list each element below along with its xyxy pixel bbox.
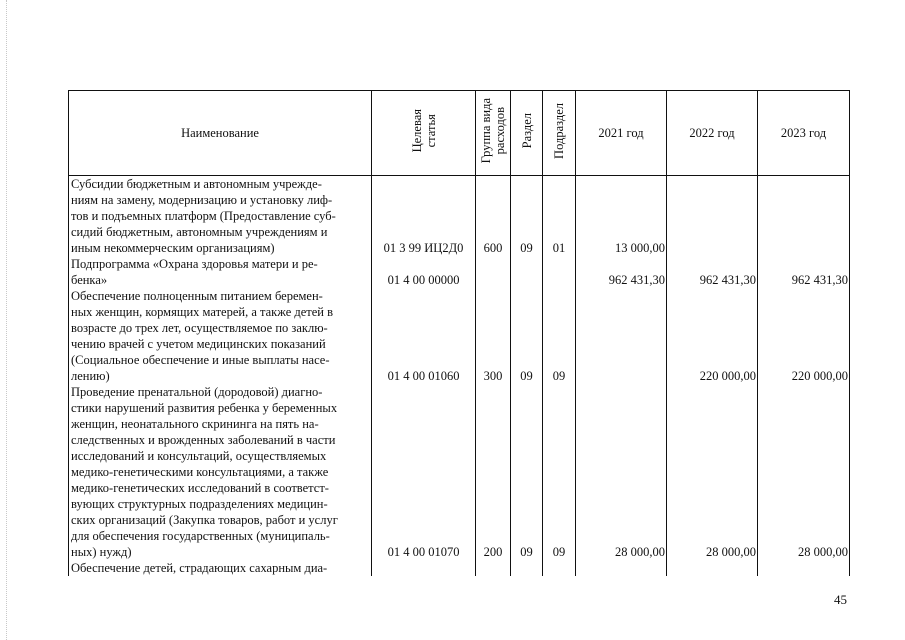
row-2023 <box>758 560 850 576</box>
header-subsection: Подраздел <box>543 91 576 176</box>
table-row <box>69 384 850 560</box>
row-2022: 28 000,00 <box>667 384 758 560</box>
row-name: Проведение пренатальной (дородовой) диагно- стики нарушений развития ребенка у беременных женщин, неонатального скрининга на пять на- следственных и врожденных заболеваний в части исследований и консультаций, осуществляемых медико-генетическими консультациями, а также медико-генетических исследований в соответст- вующих структурных подразделениях медицин- ских организаций (Закупка товаров, работ и услуг для обеспечения государственных (муниципаль- ных) нужд) <box>69 384 372 560</box>
row-target: 01 4 00 01060 <box>372 288 476 384</box>
row-2021: 13 000,00 <box>576 176 667 257</box>
header-target-article: Целевая статья <box>372 91 476 176</box>
row-name: Обеспечение детей, страдающих сахарным диа- <box>69 560 372 576</box>
row-section: 09 <box>511 384 543 560</box>
header-section: Раздел <box>511 91 543 176</box>
budget-table <box>68 90 850 576</box>
row-target: 01 4 00 01070 <box>372 384 476 560</box>
row-subsection: 01 <box>543 176 576 257</box>
row-subsection: 09 <box>543 384 576 560</box>
row-2022: 220 000,00 <box>667 288 758 384</box>
row-target: 01 3 99 ИЦ2Д0 <box>372 176 476 257</box>
header-2023: 2023 год <box>758 91 850 176</box>
row-group <box>476 256 511 288</box>
row-subsection <box>543 256 576 288</box>
row-2022: 962 431,30 <box>667 256 758 288</box>
row-group: 300 <box>476 288 511 384</box>
row-section <box>511 560 543 576</box>
header-expense-group: Группа вида расходов <box>476 91 511 176</box>
table-row <box>69 288 850 384</box>
row-name: Обеспечение полноценным питанием беремен- ных женщин, кормящих матерей, а также детей в возрасте до трех лет, осуществляемое по заклю- чению врачей с учетом медицинских показаний (Социальное обеспечение и иные выплаты насе- лению) <box>69 288 372 384</box>
row-name: Подпрограмма «Охрана здоровья матери и ре- бенка» <box>69 256 372 288</box>
budget-table-container <box>68 90 850 576</box>
page-number: 45 <box>834 592 847 607</box>
row-2023: 28 000,00 <box>758 384 850 560</box>
row-target: 01 4 00 00000 <box>372 256 476 288</box>
row-2021: 28 000,00 <box>576 384 667 560</box>
table-row <box>69 560 850 576</box>
header-2021: 2021 год <box>576 91 667 176</box>
table-row <box>69 176 850 257</box>
row-subsection <box>543 560 576 576</box>
scan-edge-line <box>6 0 8 640</box>
row-group: 600 <box>476 176 511 257</box>
row-subsection: 09 <box>543 288 576 384</box>
row-section <box>511 256 543 288</box>
row-group <box>476 560 511 576</box>
row-name: Субсидии бюджетным и автономным учрежде- ниям на замену, модернизацию и установку лиф- тов и подъемных платформ (Предоставление суб- сидий бюджетным, автономным учреждениям и иным некоммерческим организациям) <box>69 176 372 257</box>
row-2023: 962 431,30 <box>758 256 850 288</box>
row-2021: 962 431,30 <box>576 256 667 288</box>
row-2023: 220 000,00 <box>758 288 850 384</box>
row-section: 09 <box>511 176 543 257</box>
row-2021 <box>576 288 667 384</box>
row-2022 <box>667 560 758 576</box>
row-2021 <box>576 560 667 576</box>
row-section: 09 <box>511 288 543 384</box>
header-name: Наименование <box>69 91 372 176</box>
table-header-row <box>69 91 850 176</box>
row-2023 <box>758 176 850 257</box>
table-row <box>69 256 850 288</box>
header-2022: 2022 год <box>667 91 758 176</box>
row-2022 <box>667 176 758 257</box>
row-target <box>372 560 476 576</box>
row-group: 200 <box>476 384 511 560</box>
